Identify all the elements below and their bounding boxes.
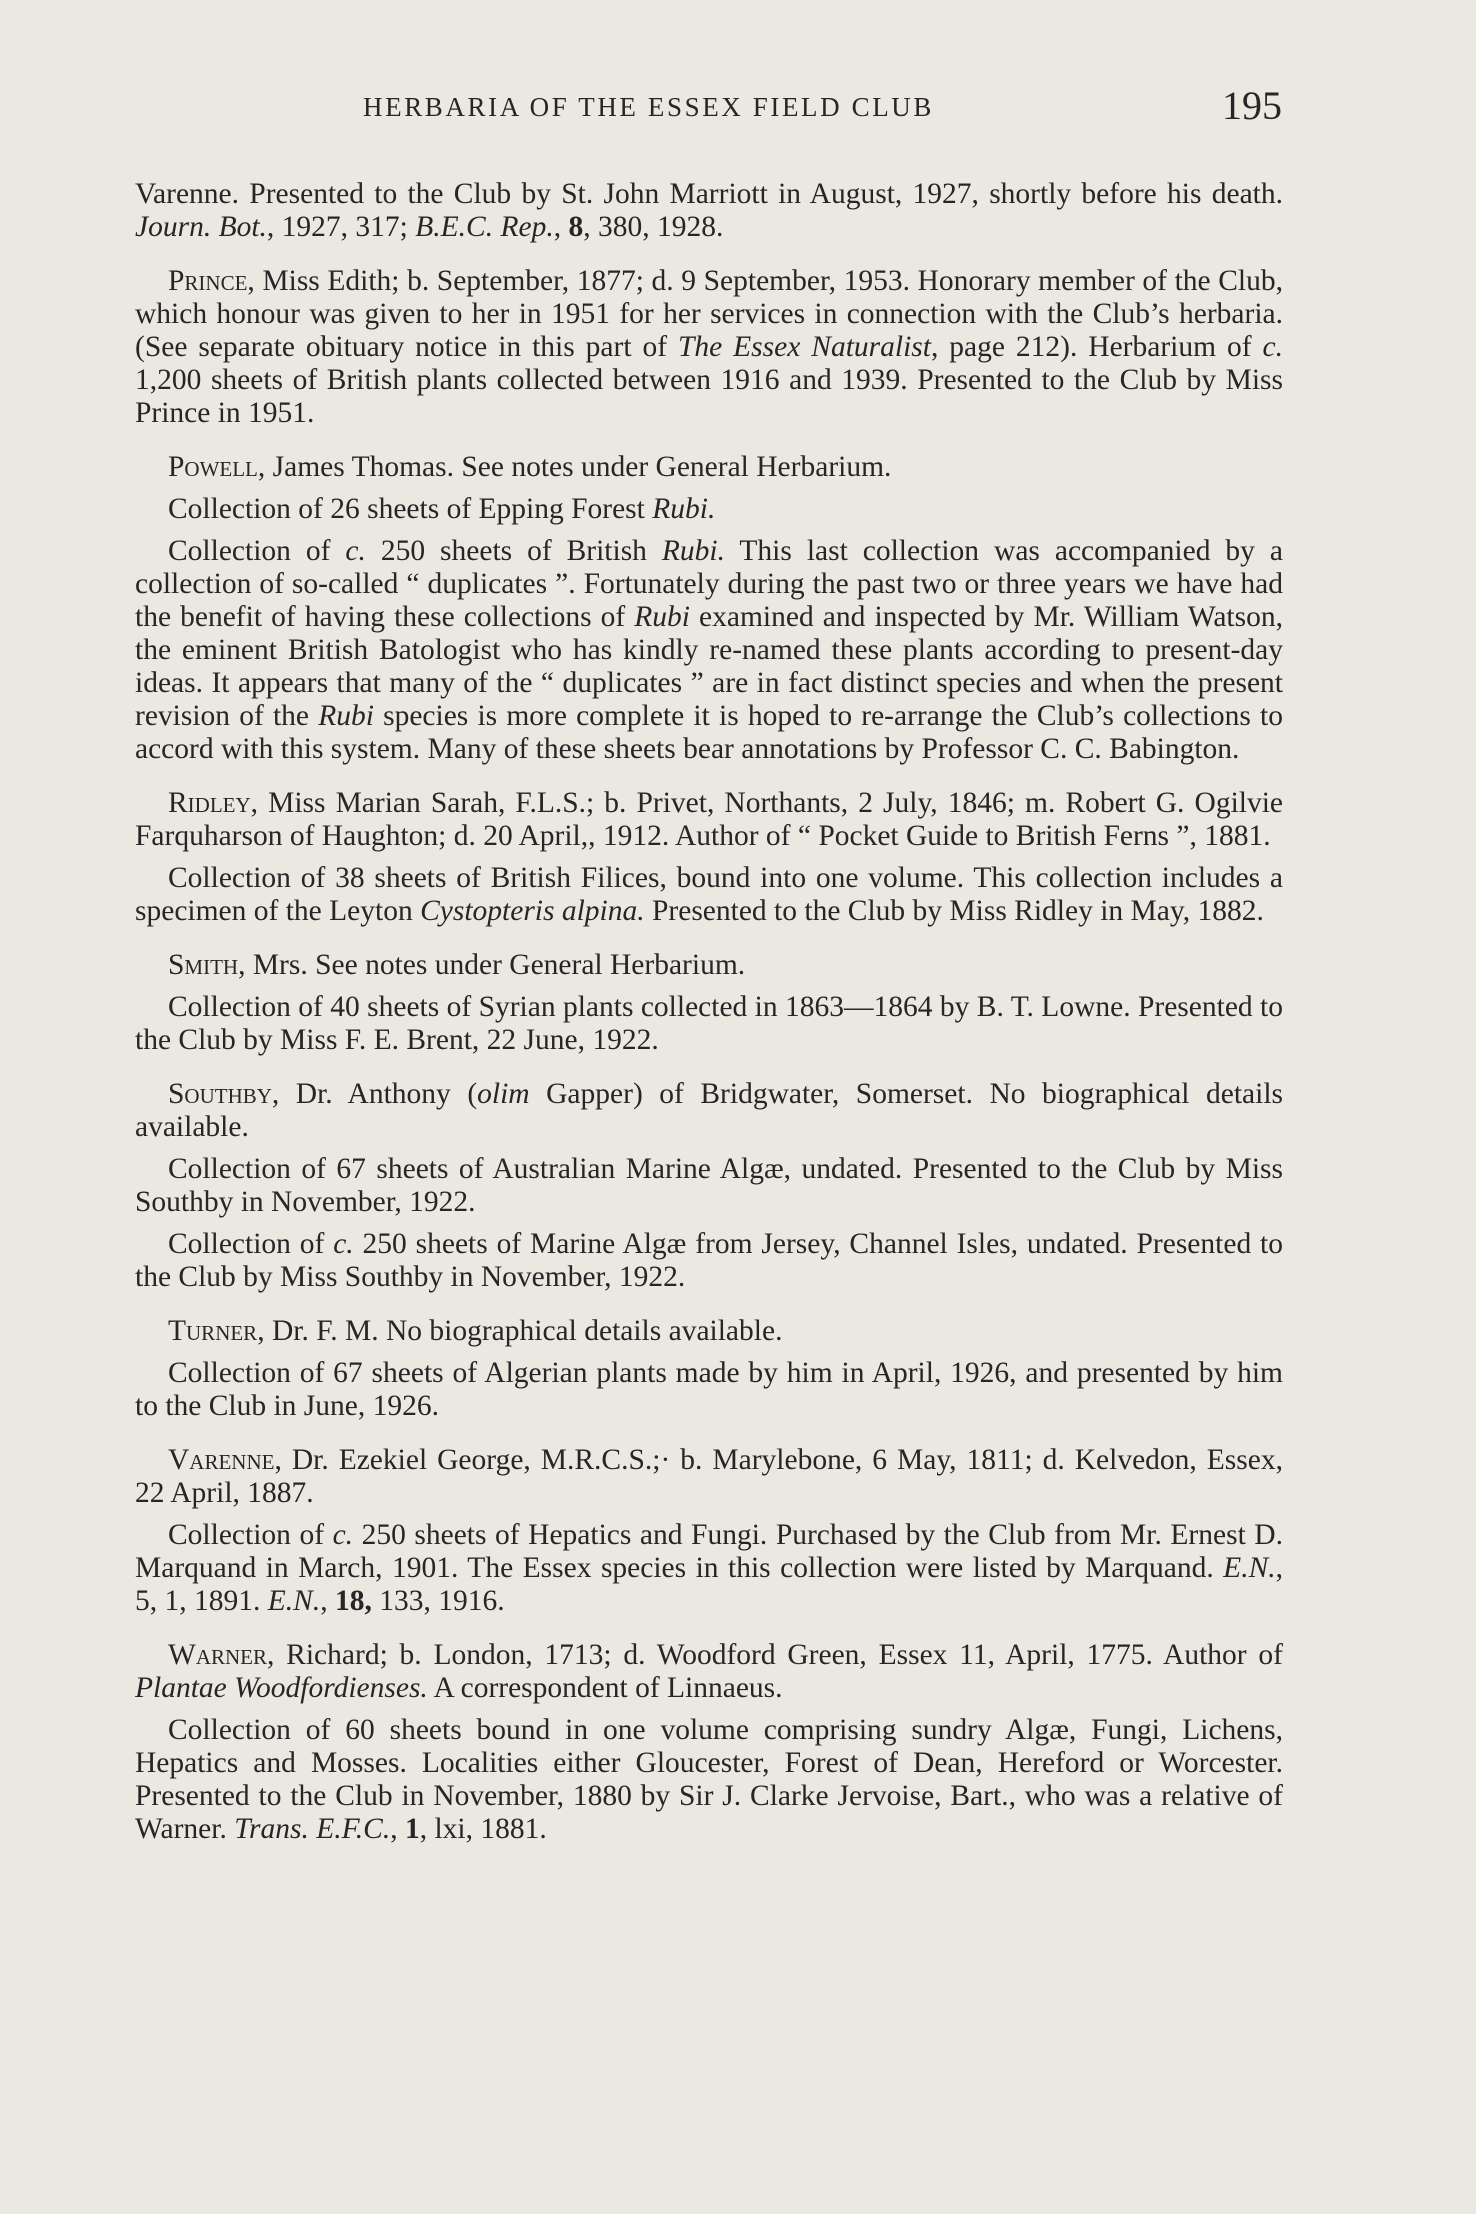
- running-head: [140, 83, 1282, 128]
- entry-name: Smith: [168, 949, 239, 981]
- entry-name: Warner: [168, 1639, 268, 1671]
- entry-powell: Powell, James Thomas. See notes under General Herbarium.: [168, 451, 892, 483]
- entry-smith-collection: Collection of 40 sheets of Syrian plants collected in 1863—1864 by B. T. Lowne. Presented to the Club by Miss F. E. Brent, 22 June, 1922.: [135, 991, 1283, 1056]
- entry-name: Southby: [168, 1078, 272, 1110]
- entry-southby-collection-1: Collection of 67 sheets of Australian Marine Algæ, undated. Presented to the Club by Miss Southby in November, 1922.: [135, 1153, 1283, 1218]
- entry-southby-collection-2: Collection of c. 250 sheets of Marine Algæ from Jersey, Channel Isles, undated. Presented to the Club by Miss Southby in November, 1922.: [135, 1228, 1283, 1293]
- page-number: 195: [1222, 83, 1282, 128]
- entry-name: Varenne: [168, 1444, 275, 1476]
- entry-powell-collection-1: Collection of 26 sheets of Epping Forest Rubi.: [168, 493, 716, 525]
- entry-warner-collection: Collection of 60 sheets bound in one volume comprising sundry Algæ, Fungi, Lichens, Hepatics and Mosses. Localities either Gloucester, Forest of Dean, Hereford or Worcester. Presented to the Club in November, 1880 by Sir J. Clarke Jervoise, Bart., who was a relative of Warner. Trans. E.F.C., 1, lxi, 1881.: [135, 1714, 1283, 1845]
- entry-varenne: Varenne, Dr. Ezekiel George, M.R.C.S.;· b. Marylebone, 6 May, 1811; d. Kelvedon, Essex, 22 April, 1887.: [135, 1444, 1283, 1509]
- entry-powell-collection-2: Collection of c. 250 sheets of British Rubi. This last collection was accompanied by a collection of so-called “ duplicates ”. Fortunately during the past two or three years we have had the benefit of having these collections of Rubi examined and inspected by Mr. William Watson, the eminent British Batologist who has kindly re-named these plants according to present-day ideas. It appears that many of the “ duplicates ” are in fact distinct species and when the present revision of the Rubi species is more complete it is hoped to re-arrange the Club’s collections to accord with this system. Many of these sheets bear annotations by Professor C. C. Babington.: [135, 535, 1283, 765]
- entry-turner-collection: Collection of 67 sheets of Algerian plants made by him in April, 1926, and presented by him to the Club in June, 1926.: [135, 1357, 1283, 1422]
- entry-turner: Turner, Dr. F. M. No biographical details available.: [168, 1315, 783, 1347]
- body-text: [135, 178, 1283, 1867]
- entry-name: Turner: [168, 1315, 258, 1347]
- paragraph-varenne-continuation: Varenne. Presented to the Club by St. John Marriott in August, 1927, shortly before his death. Journ. Bot., 1927, 317; B.E.C. Rep., 8, 380, 1928.: [135, 178, 1283, 243]
- entry-warner: Warner, Richard; b. London, 1713; d. Woodford Green, Essex 11, April, 1775. Author of Plantae Woodfordienses. A correspondent of Linnaeus.: [135, 1639, 1283, 1704]
- entry-varenne-collection: Collection of c. 250 sheets of Hepatics and Fungi. Purchased by the Club from Mr. Ernest D. Marquand in March, 1901. The Essex species in this collection were listed by Marquand. E.N., 5, 1, 1891. E.N., 18, 133, 1916.: [135, 1519, 1283, 1617]
- entry-name: Prince: [168, 265, 248, 297]
- entry-name: Ridley: [168, 787, 251, 819]
- entry-southby: Southby, Dr. Anthony (olim Gapper) of Bridgwater, Somerset. No biographical details available.: [135, 1078, 1283, 1143]
- entry-ridley: Ridley, Miss Marian Sarah, F.L.S.; b. Privet, Northants, 2 July, 1846; m. Robert G. Ogilvie Farquharson of Haughton; d. 20 April,, 1912. Author of “ Pocket Guide to British Ferns ”, 1881.: [135, 787, 1283, 852]
- running-title: HERBARIA OF THE ESSEX FIELD CLUB: [363, 92, 934, 122]
- entry-prince: Prince, Miss Edith; b. September, 1877; d. 9 September, 1953. Honorary member of the Club, which honour was given to her in 1951 for her services in connection with the Club’s herbaria. (See separate obituary notice in this part of The Essex Naturalist, page 212). Herbarium of c. 1,200 sheets of British plants collected between 1916 and 1939. Presented to the Club by Miss Prince in 1951.: [135, 265, 1283, 429]
- entry-name: Powell: [168, 451, 258, 483]
- entry-ridley-collection: Collection of 38 sheets of British Filices, bound into one volume. This collection includes a specimen of the Leyton Cystopteris alpina. Presented to the Club by Miss Ridley in May, 1882.: [135, 862, 1283, 927]
- entry-smith: Smith, Mrs. See notes under General Herbarium.: [168, 949, 746, 981]
